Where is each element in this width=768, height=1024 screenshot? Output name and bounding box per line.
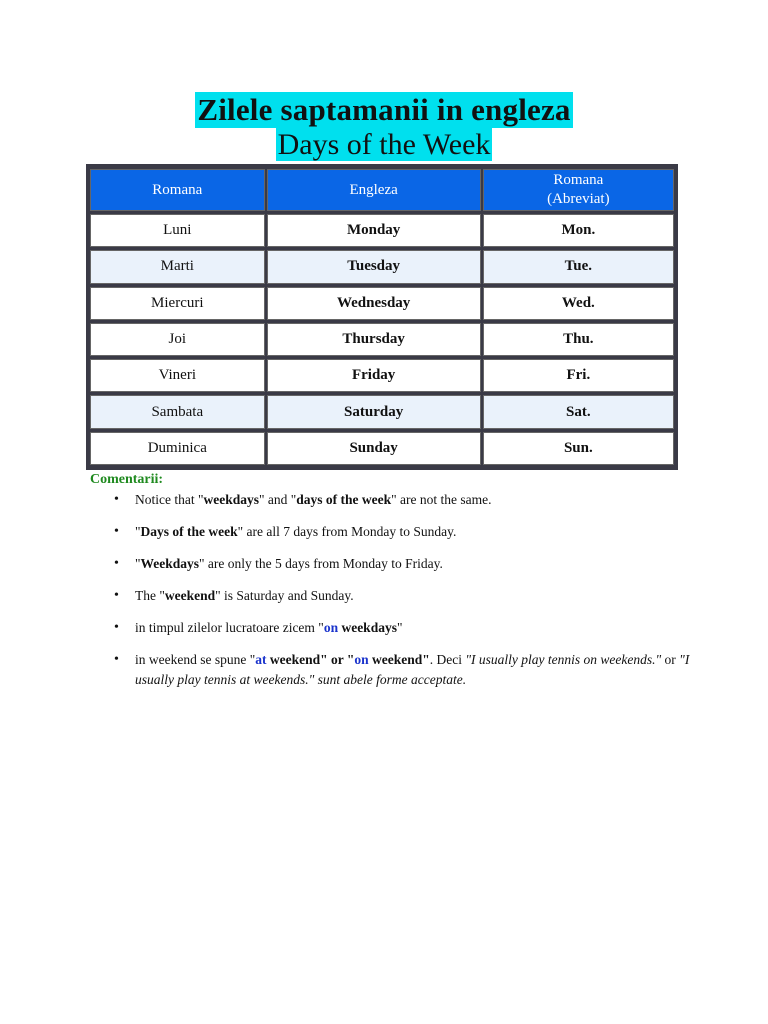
page-subtitle: Days of the Week: [277, 128, 491, 161]
note-text: ": [396, 620, 403, 635]
cell-engleza: Monday: [267, 214, 481, 247]
cell-abbrev: Sun.: [483, 432, 674, 465]
note-bold: days of the week: [296, 492, 392, 507]
note-bold: weekend: [164, 588, 216, 603]
cell-engleza: Thursday: [267, 323, 481, 356]
comments-label: Comentarii:: [90, 472, 164, 487]
note-text: " and ": [259, 492, 297, 507]
cell-abbrev: Wed.: [483, 287, 674, 320]
title-block: [0, 92, 768, 161]
list-item: [90, 554, 690, 574]
note-text: or: [661, 652, 680, 667]
note-bold: Weekdays: [140, 556, 200, 571]
note-bold: ": [346, 652, 355, 667]
cell-romana: Sambata: [90, 395, 265, 428]
note-bold: weekdays: [203, 492, 260, 507]
note-bold: weekend: [266, 652, 321, 667]
cell-abbrev: Sat.: [483, 395, 674, 428]
note-text: " are all 7 days from Monday to Sunday.: [237, 524, 457, 539]
note-text: in weekend se spune ": [135, 652, 256, 667]
cell-engleza: Wednesday: [267, 287, 481, 320]
note-text: The ": [135, 588, 165, 603]
cell-romana: Vineri: [90, 359, 265, 392]
note-keyword: at: [255, 652, 267, 667]
note-text: " are not the same.: [391, 492, 492, 507]
note-text: Notice that ": [135, 492, 204, 507]
note-text: " are only the 5 days from Monday to Friday.: [199, 556, 443, 571]
table-row: [90, 395, 674, 428]
list-item: [90, 522, 690, 542]
cell-romana: Joi: [90, 323, 265, 356]
table-row: [90, 359, 674, 392]
note-text: in timpul zilelor lucratoare zicem ": [135, 620, 324, 635]
list-item: [90, 650, 690, 690]
cell-romana: Marti: [90, 250, 265, 283]
table-header-row: [90, 169, 674, 211]
table-row: [90, 287, 674, 320]
note-italic: "I usually play tennis on weekends.": [465, 652, 662, 667]
note-bold: weekend: [368, 652, 423, 667]
note-bold: weekdays: [338, 620, 397, 635]
note-keyword: on: [323, 620, 339, 635]
list-item: [90, 618, 690, 638]
comments-list: [90, 490, 690, 702]
cell-engleza: Friday: [267, 359, 481, 392]
header-abbrev-line2: (Abreviat): [547, 191, 610, 207]
table-row: [90, 214, 674, 247]
table-row: [90, 432, 674, 465]
note-keyword: on: [354, 652, 369, 667]
page-title: Zilele saptamanii in engleza: [197, 92, 571, 127]
cell-abbrev: Tue.: [483, 250, 674, 283]
header-romana: Romana: [90, 169, 265, 211]
table-row: [90, 323, 674, 356]
cell-romana: Luni: [90, 214, 265, 247]
note-bold: " or: [320, 652, 347, 667]
note-italic: "I usually play tennis at weekends." sunt abele forme acceptate.: [135, 652, 690, 687]
note-text: . Deci: [429, 652, 466, 667]
cell-romana: Duminica: [90, 432, 265, 465]
header-abbrev-line1: Romana: [553, 172, 604, 188]
cell-engleza: Sunday: [267, 432, 481, 465]
cell-abbrev: Thu.: [483, 323, 674, 356]
note-text: ": [135, 524, 141, 539]
header-abbrev: [483, 169, 674, 211]
cell-romana: Miercuri: [90, 287, 265, 320]
table-row: [90, 250, 674, 283]
list-item: [90, 586, 690, 606]
header-engleza: Engleza: [267, 169, 481, 211]
days-table: [86, 164, 678, 470]
list-item: [90, 490, 690, 510]
cell-abbrev: Mon.: [483, 214, 674, 247]
cell-engleza: Saturday: [267, 395, 481, 428]
note-text: ": [135, 556, 141, 571]
cell-abbrev: Fri.: [483, 359, 674, 392]
note-bold: ": [422, 652, 430, 667]
note-text: " is Saturday and Sunday.: [215, 588, 354, 603]
cell-engleza: Tuesday: [267, 250, 481, 283]
note-bold: Days of the week: [140, 524, 238, 539]
